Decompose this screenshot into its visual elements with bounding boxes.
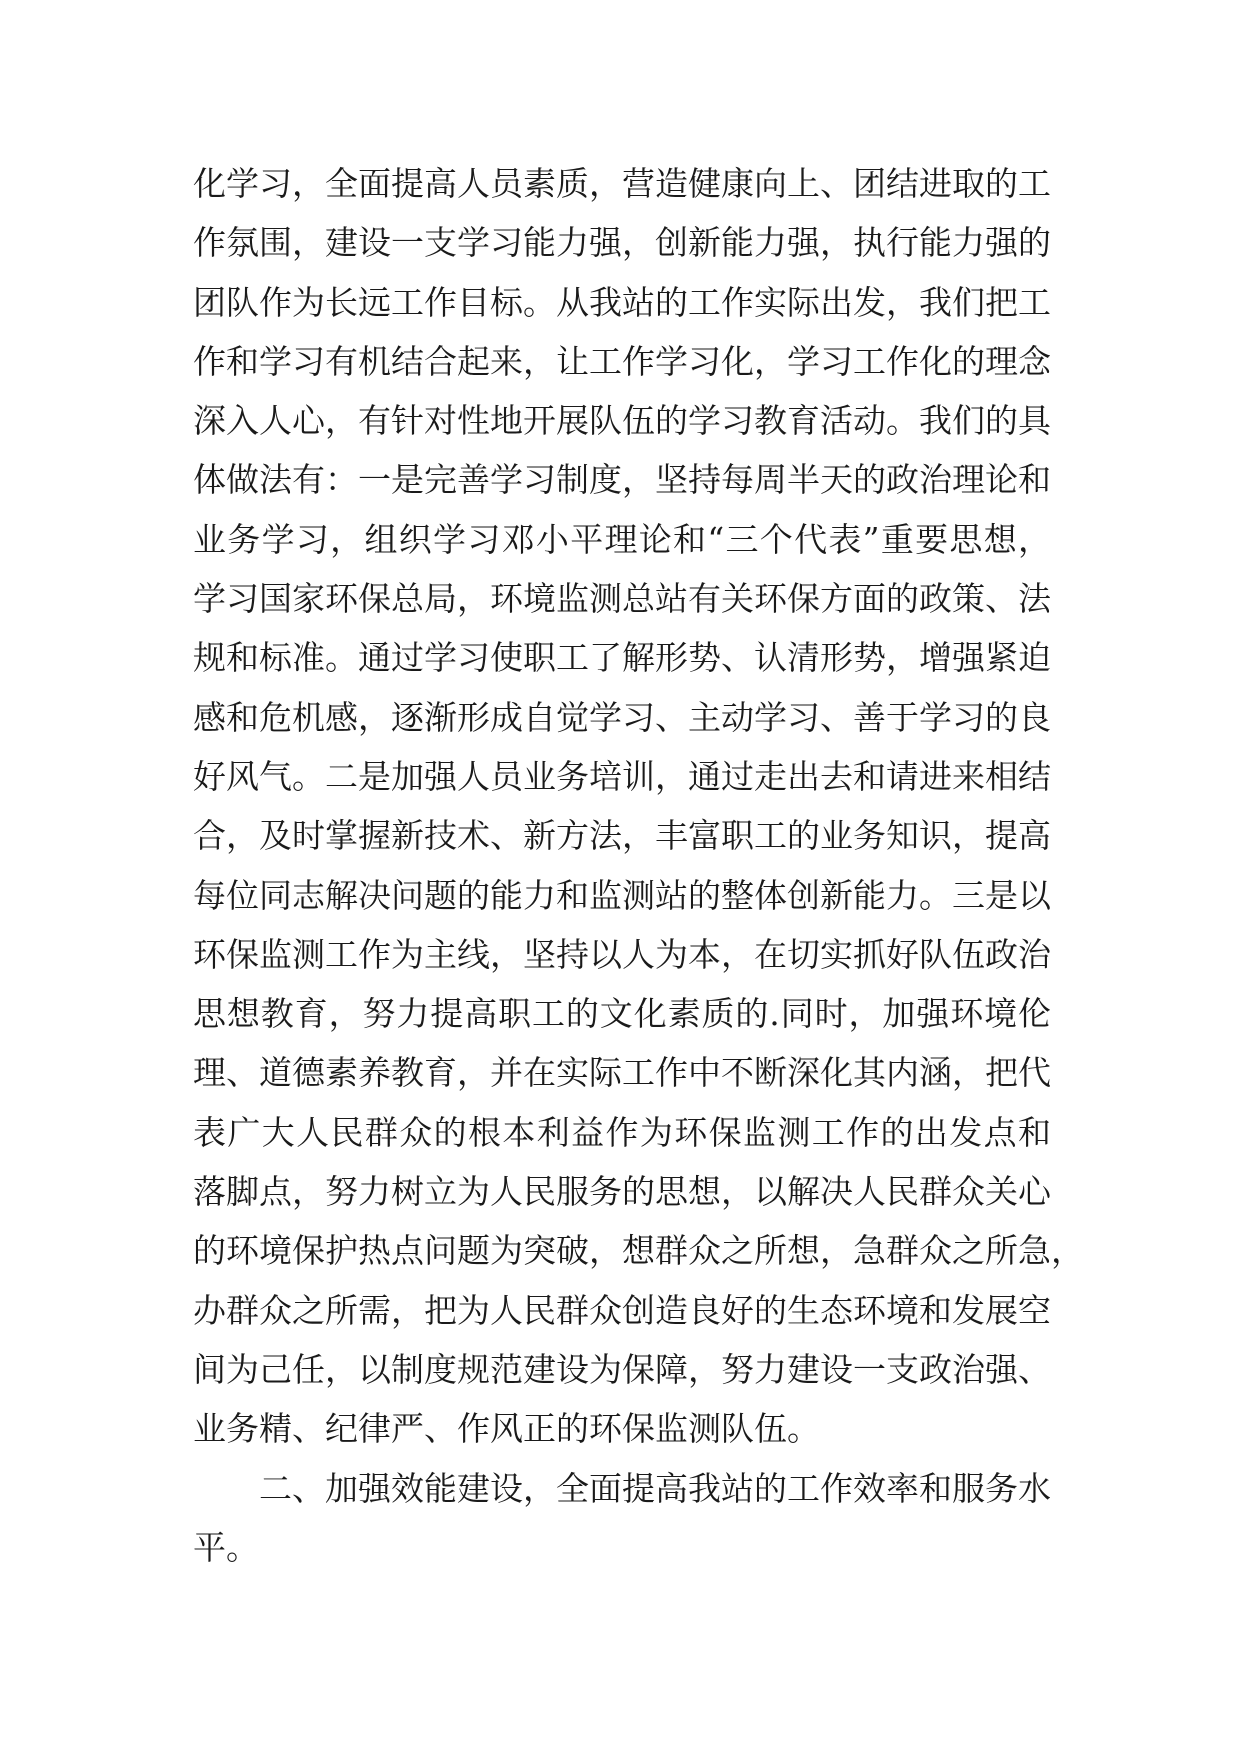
paragraph-1: [193, 154, 1084, 1459]
text-line: 团队作为长远工作目标。从我站的工作实际出发，我们把工: [193, 282, 1051, 322]
text-line: 思想教育，努力提高职工的文化素质的.同时，加强环境伦: [193, 994, 1051, 1034]
section-heading-line: 二、加强效能建设，全面提高我站的工作效率和服务水: [259, 1468, 1051, 1508]
text-line: 业务精、纪律严、作风正的环保监测队伍。: [193, 1409, 820, 1449]
text-line: 落脚点，努力树立为人民服务的思想，以解决人民群众关心: [193, 1172, 1051, 1212]
section-heading-line: 平。: [193, 1527, 259, 1567]
text-line: 规和标准。通过学习使职工了解形势、认清形势，增强紧迫: [193, 638, 1051, 678]
paragraph-2: [193, 1459, 1051, 1578]
text-line: 办群众之所需，把为人民群众创造良好的生态环境和发展空: [193, 1290, 1051, 1330]
text-line: 作和学习有机结合起来，让工作学习化，学习工作化的理念: [193, 341, 1051, 381]
text-line: 合，及时掌握新技术、新方法，丰富职工的业务知识，提高: [193, 816, 1051, 856]
text-line: 每位同志解决问题的能力和监测站的整体创新能力。三是以: [193, 875, 1051, 915]
text-line: 业务学习，组织学习邓小平理论和“三个代表”重要思想，: [193, 519, 1051, 559]
text-line: 环保监测工作为主线，坚持以人为本，在切实抓好队伍政治: [193, 934, 1051, 974]
text-line: 理、道德素养教育，并在实际工作中不断深化其内涵，把代: [193, 1053, 1051, 1093]
text-line: 表广大人民群众的根本利益作为环保监测工作的出发点和: [193, 1112, 1051, 1152]
text-line: 深入人心，有针对性地开展队伍的学习教育活动。我们的具: [193, 401, 1051, 441]
text-line: 间为己任，以制度规范建设为保障，努力建设一支政治强、: [193, 1349, 1051, 1389]
text-line: 学习国家环保总局，环境监测总站有关环保方面的政策、法: [193, 579, 1051, 619]
body-text: [193, 154, 1084, 1577]
text-line: 化学习，全面提高人员素质，营造健康向上、团结进取的工: [193, 164, 1051, 203]
text-line: 感和危机感，逐渐形成自觉学习、主动学习、善于学习的良: [193, 697, 1051, 737]
text-line: 体做法有：一是完善学习制度，坚持每周半天的政治理论和: [193, 460, 1051, 500]
text-line: 的环境保护热点问题为突破，想群众之所想，急群众之所急，: [193, 1231, 1084, 1271]
text-line: 好风气。二是加强人员业务培训，通过走出去和请进来相结: [193, 756, 1051, 796]
text-line: 作氛围，建设一支学习能力强，创新能力强，执行能力强的: [193, 223, 1051, 263]
